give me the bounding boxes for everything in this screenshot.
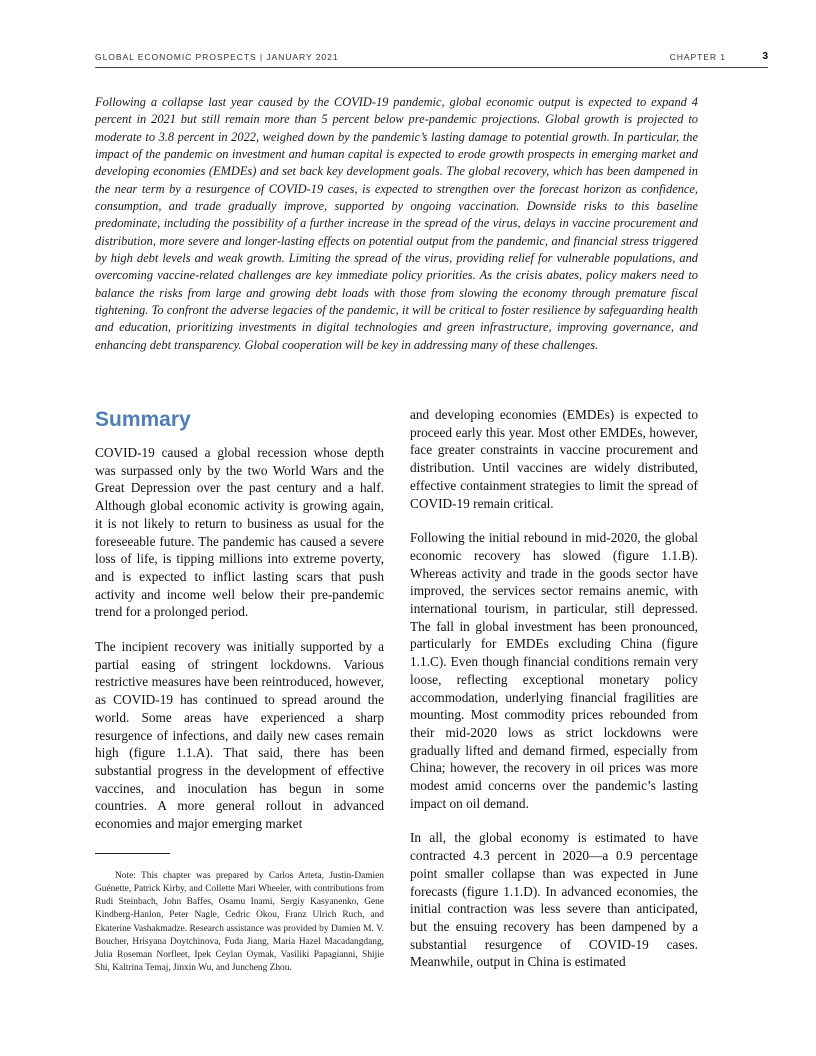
left-column: [95, 405, 384, 833]
chapter-abstract: Following a collapse last year caused by the COVID-19 pandemic, global economic output is expected to expand 4 percent in 2021 but still remain more than 5 percent below pre-pandemic projections. Global growth is projected to moderate to 3.8 percent in 2022, weighed down by the pandemic’s lasting damage to potential growth. In particular, the impact of the pandemic on investment and human capital is expected to erode growth prospects in emerging market and developing economies (EMDEs) and set back key development goals. The global recovery, which has been dampened in the near term by a resurgence of COVID-19 cases, is expected to strengthen over the forecast horizon as confidence, consumption, and trade gradually improve, supported by ongoing vaccination. Downside risks to this baseline predominate, including the possibility of a further increase in the spread of the virus, delays in vaccine procurement and distribution, more severe and longer-lasting effects on potential output from the pandemic, and financial stress triggered by high debt levels and weak growth. Limiting the spread of the virus, providing relief for vulnerable populations, and overcoming vaccine-related challenges are key immediate policy priorities. As the crisis abates, policy makers need to balance the risks from large and growing debt loads with those from slowing the economy through premature fiscal tightening. To confront the adverse legacies of the pandemic, it will be critical to foster resilience by safeguarding health and education, prioritizing investments in digital technologies and green infrastructure, improving governance, and enhancing debt transparency. Global cooperation will be key in addressing many of these challenges.: [95, 95, 698, 352]
paragraph-gap: [410, 812, 698, 829]
paragraph-1: COVID-19 caused a global recession whose depth was surpassed only by the two World Wars and the Great Depression over the past century and a half. Although global economic activity is growing again, it is not likely to return to business as usual for the foreseeable future. The pandemic has caused a severe loss of life, is tipping millions into extreme poverty, and is expected to inflict lasting scars that push activity and income well below their pre-pandemic trend for a prolonged period.: [95, 445, 384, 620]
paragraph-2-continued: and developing economies (EMDEs) is expected to proceed early this year. Most other EMDEs, however, face greater constraints in vaccine procurement and distribution. Until vaccines are widely distributed, effective containment strategies to limit the spread of COVID-19 remain critical.: [410, 407, 698, 511]
paragraph-gap: [95, 621, 384, 638]
paragraph-gap: [410, 512, 698, 529]
paragraph-4: In all, the global economy is estimated to have contracted 4.3 percent in 2020—a 0.9 percentage point smaller collapse than was expected in June forecasts (figure 1.1.D). In advanced economies, the initial contraction was less severe than anticipated, but the ensuing recovery has been dampened by a substantial resurgence of COVID-19 cases. Meanwhile, output in China is estimated: [410, 830, 698, 970]
paragraph-3: Following the initial rebound in mid-2020, the global economic recovery has slowed (figure 1.1.B). Whereas activity and trade in the goods sector have improved, the services sector remains anemic, with international tourism, in particular, still depressed. The fall in global investment has been pronounced, particularly for EMDEs excluding China (figure 1.1.C). Even though financial conditions remain very loose, reflecting exceptional monetary policy accommodation, underlying financial fragilities are mounting. Most commodity prices rebounded from their mid-2020 lows as strict lockdowns were gradually lifted and demand firmed, especially from China; however, the recovery in oil prices was more modest amid concerns over the pandemic’s lasting impact on oil demand.: [410, 530, 698, 811]
running-header: [95, 52, 768, 66]
section-title: Summary: [95, 408, 191, 431]
right-column: [410, 406, 698, 971]
page-number: 3: [762, 51, 768, 62]
running-title: GLOBAL ECONOMIC PROSPECTS | JANUARY 2021: [95, 52, 339, 62]
footnote: Note: This chapter was prepared by Carlos Arteta, Justin-Damien Guénette, Patrick Kirby, and Collette Mari Wheeler, with contributions from Rudi Steinbach, John Baffes, Osamu Inami, Sergiy Kasyanenko, Gene Kindberg-Hanlon, Peter Nagle, Cedric Okou, Franz Ulrich Ruch, and Ekaterine Vashakmadze. Research assistance was provided by Damien M. V. Boucher, Hrisyana Doytchinova, Fuda Jiang, Maria Hazel Macadangdang, Julia Roseman Norfleet, Ipek Ceylan Oymak, Vasiliki Papagianni, Shijie Shi, Kaltrina Temaj, Jinxin Wu, and Juncheng Zhou.: [95, 871, 384, 974]
header-rule: [95, 67, 768, 68]
paragraph-2: The incipient recovery was initially supported by a partial easing of stringent lockdowns. Various restrictive measures have been reintroduced, however, as COVID-19 has continued to spread around the world. Some areas have experienced a sharp resurgence of infections, and daily new cases remain high (figure 1.1.A). That said, there has been substantial progress in the development of effective vaccines, and inoculation has begun in some countries. A more general rollout in advanced economies and major emerging market: [95, 639, 384, 832]
chapter-label: CHAPTER 1: [669, 52, 726, 62]
footnote-rule: [95, 853, 170, 854]
